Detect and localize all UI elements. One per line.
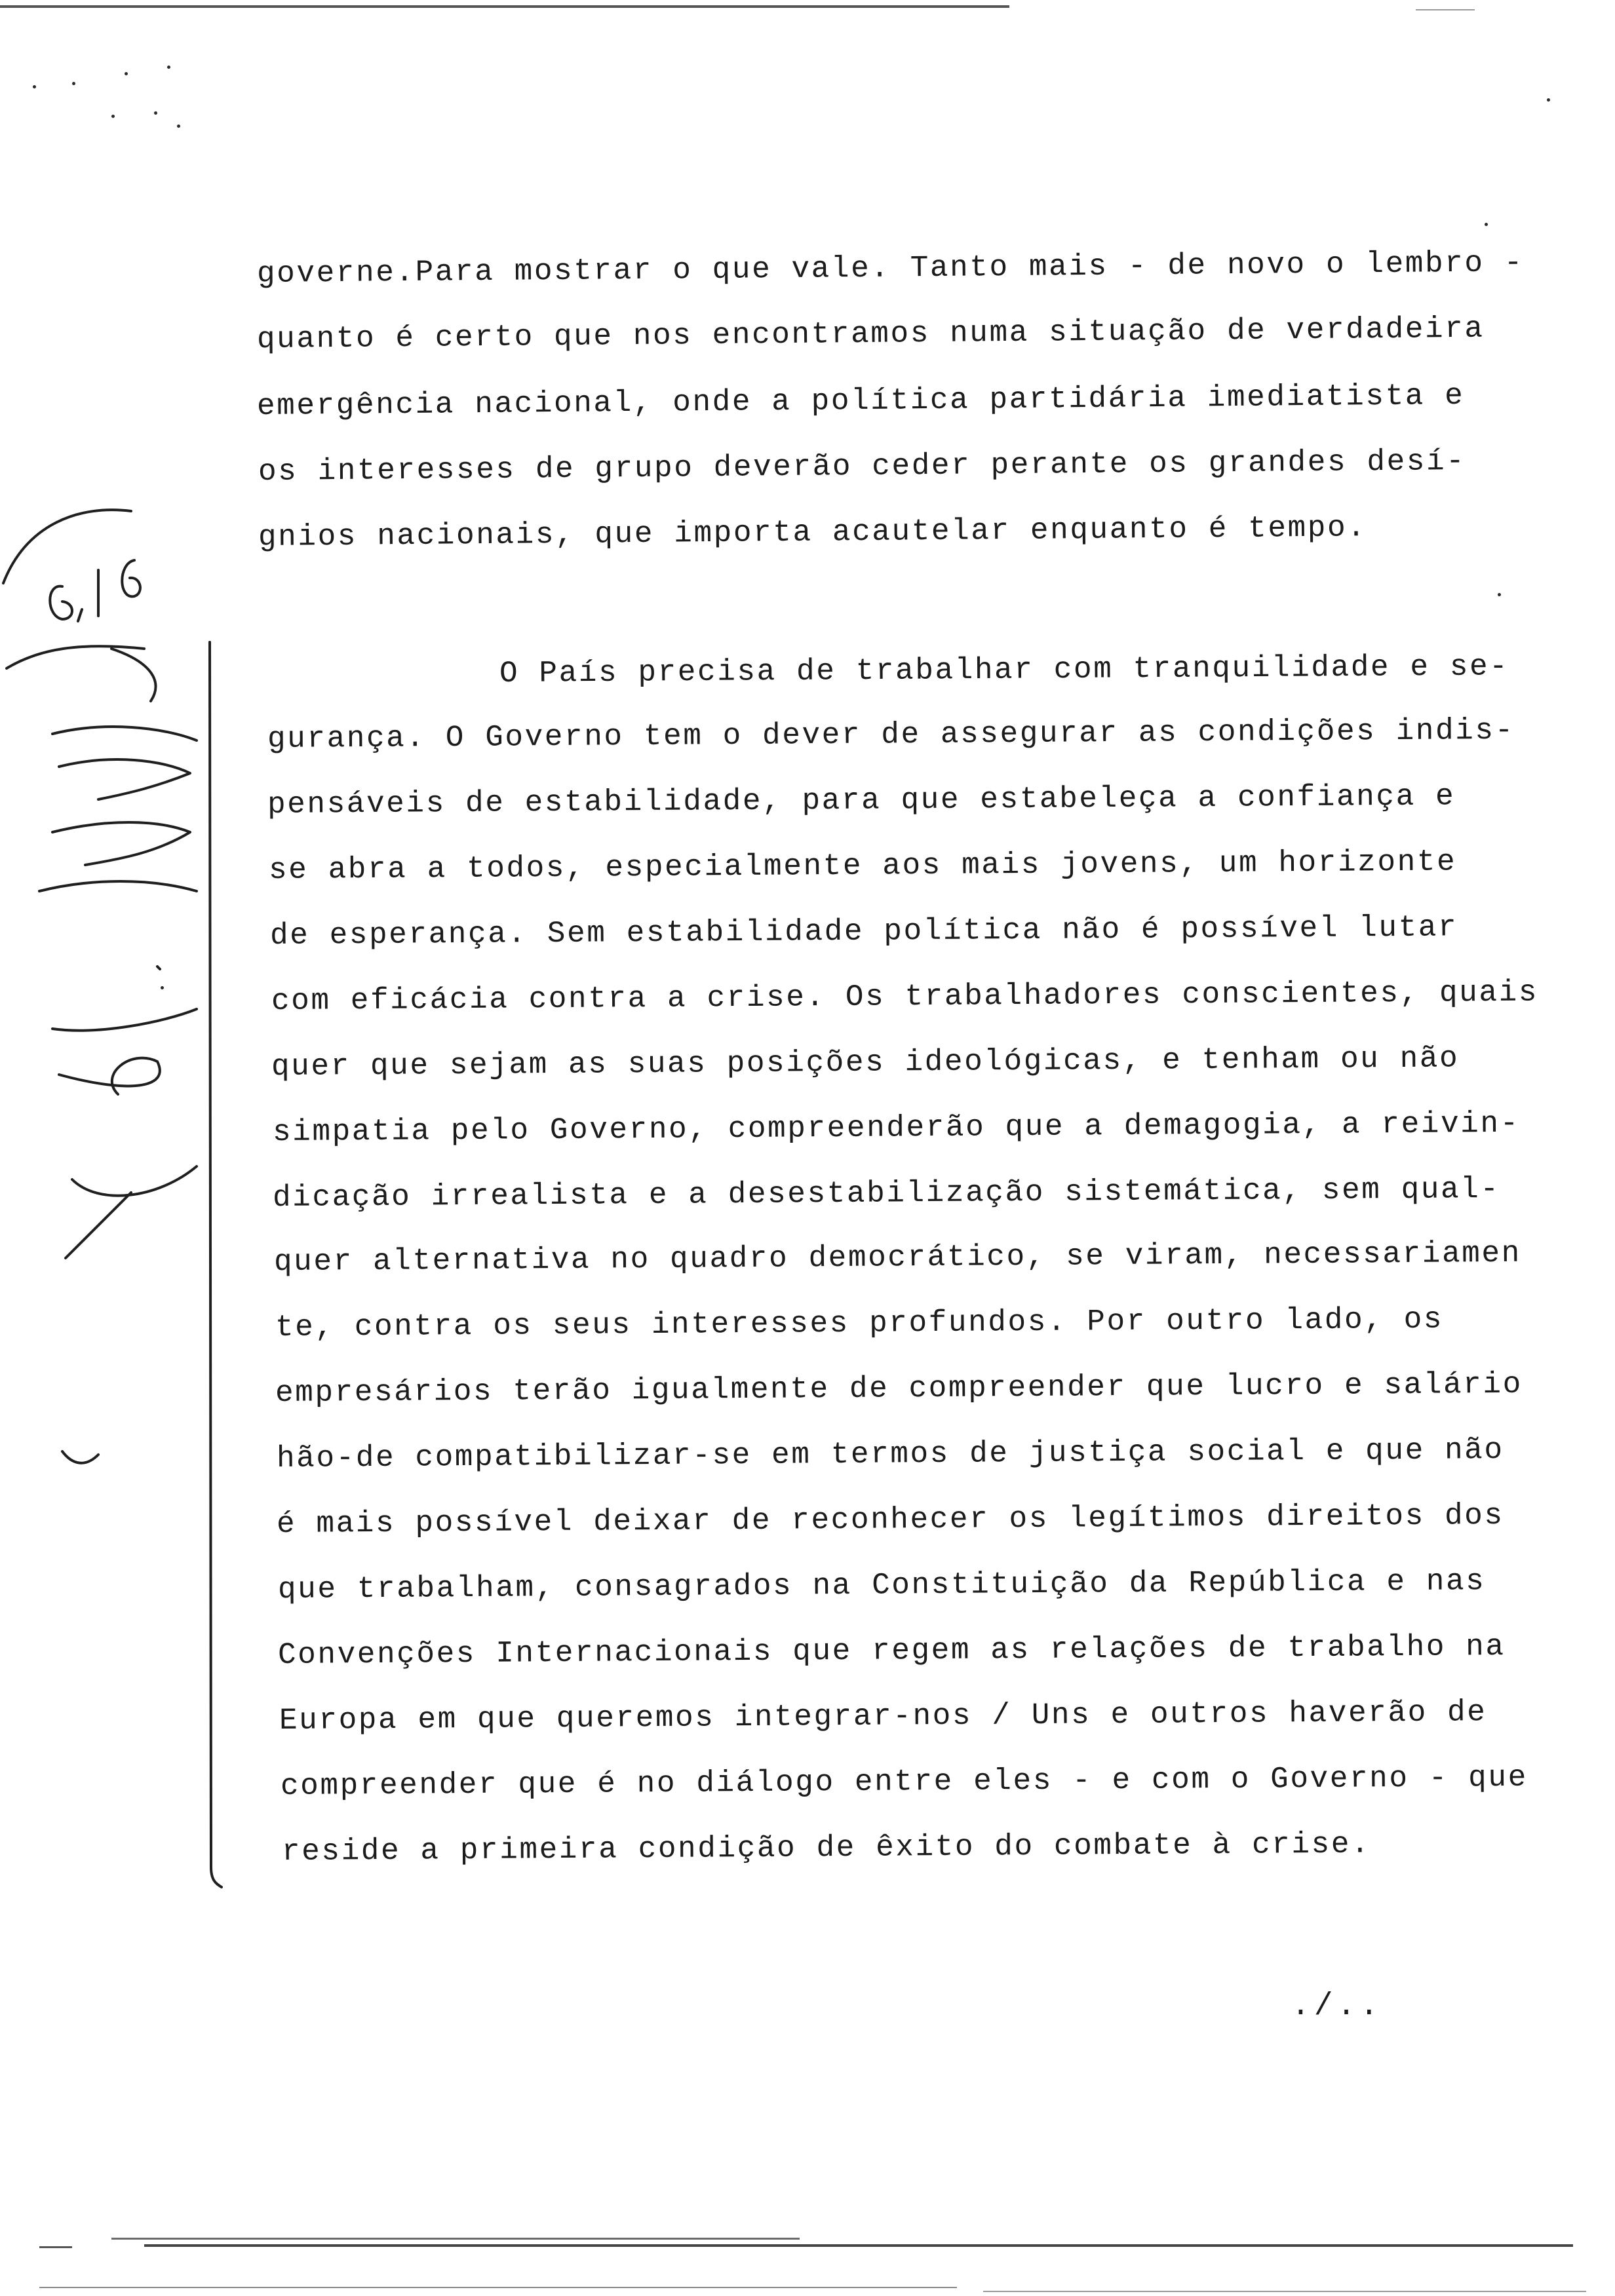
paragraph-line: os interesses de grupo deverão ceder perante os grandes desí- <box>258 444 1466 489</box>
paragraph-line: é mais possível deixar de reconhecer os legítimos direitos dos <box>276 1498 1504 1541</box>
scan-speck <box>111 115 115 118</box>
scan-speck <box>154 111 157 115</box>
paragraph-line: de esperança. Sem estabilidade política não é possível lutar <box>269 910 1458 953</box>
bottom-scan-line <box>39 2287 957 2288</box>
scan-speck <box>1547 98 1550 102</box>
paragraph-line: O País precisa de trabalhar com tranquilidade e se- <box>499 649 1509 691</box>
paragraph-line: te, contra os seus interesses profundos. Por outro lado, os <box>275 1302 1444 1345</box>
bottom-scan-line <box>983 2291 1586 2292</box>
scan-speck <box>177 124 180 128</box>
paragraph-line: quer alternativa no quadro democrático, se viram, necessariamen <box>273 1236 1522 1279</box>
paragraph-line: pensáveis de estabilidade, para que estabeleça a confiança e <box>267 779 1456 822</box>
scan-speck <box>125 72 128 75</box>
paragraph-line: quer que sejam as suas posições ideológicas, e tenham ou não <box>271 1041 1460 1084</box>
paragraph-line: simpatia pelo Governo, compreenderão que a demagogia, a reivin- <box>272 1106 1521 1149</box>
paragraph-line: que trabalham, consagrados na Constituição da República e nas <box>277 1564 1486 1607</box>
bottom-scan-line <box>111 2238 800 2240</box>
page-continuation-marker: ./.. <box>1291 1989 1383 2024</box>
top-scan-line-right <box>1416 9 1475 10</box>
scan-speck <box>72 82 75 85</box>
bottom-scan-line <box>144 2244 1573 2247</box>
paragraph-line: Europa em que queremos integrar-nos / Uns e outros haverão de <box>279 1695 1487 1738</box>
handwritten-margin-note <box>0 485 223 1913</box>
scan-speck <box>1485 223 1488 226</box>
paragraph-line: gnios nacionais, que importa acautelar enquanto é tempo. <box>258 510 1367 554</box>
paragraph-line: Convenções Internacionais que regem as relações de trabalho na <box>277 1629 1506 1672</box>
paragraph-line: compreender que é no diálogo entre eles - e com o Governo - que <box>280 1760 1528 1803</box>
paragraph-line: se abra a todos, especialmente aos mais jovens, um horizonte <box>268 845 1457 887</box>
paragraph-line: emergência nacional, onde a política partidária imediatista e <box>256 378 1465 423</box>
paragraph-line: reside a primeira condição de êxito do combate à crise. <box>281 1827 1371 1869</box>
paragraph-line: governe.Para mostrar o que vale. Tanto mais - de novo o lembro - <box>256 246 1525 291</box>
paragraph-line: hão-de compatibilizar-se em termos de justiça social e que não <box>276 1432 1504 1476</box>
scan-speck <box>33 85 36 88</box>
top-scan-line <box>0 5 1009 8</box>
paragraph-line: com eficácia contra a crise. Os trabalhadores conscientes, quais <box>271 975 1539 1018</box>
scan-speck <box>1498 593 1501 596</box>
paragraph-line: dicação irrealista e a desestabilização sistemática, sem qual- <box>272 1172 1500 1215</box>
paragraph-line: gurança. O Governo tem o dever de assegurar as condições indis- <box>267 713 1515 756</box>
bottom-scan-line <box>39 2246 72 2248</box>
paragraph-line: empresários terão igualmente de compreender que lucro e salário <box>275 1367 1523 1410</box>
scan-speck <box>167 66 170 69</box>
paragraph-line: quanto é certo que nos encontramos numa situação de verdadeira <box>256 311 1485 356</box>
